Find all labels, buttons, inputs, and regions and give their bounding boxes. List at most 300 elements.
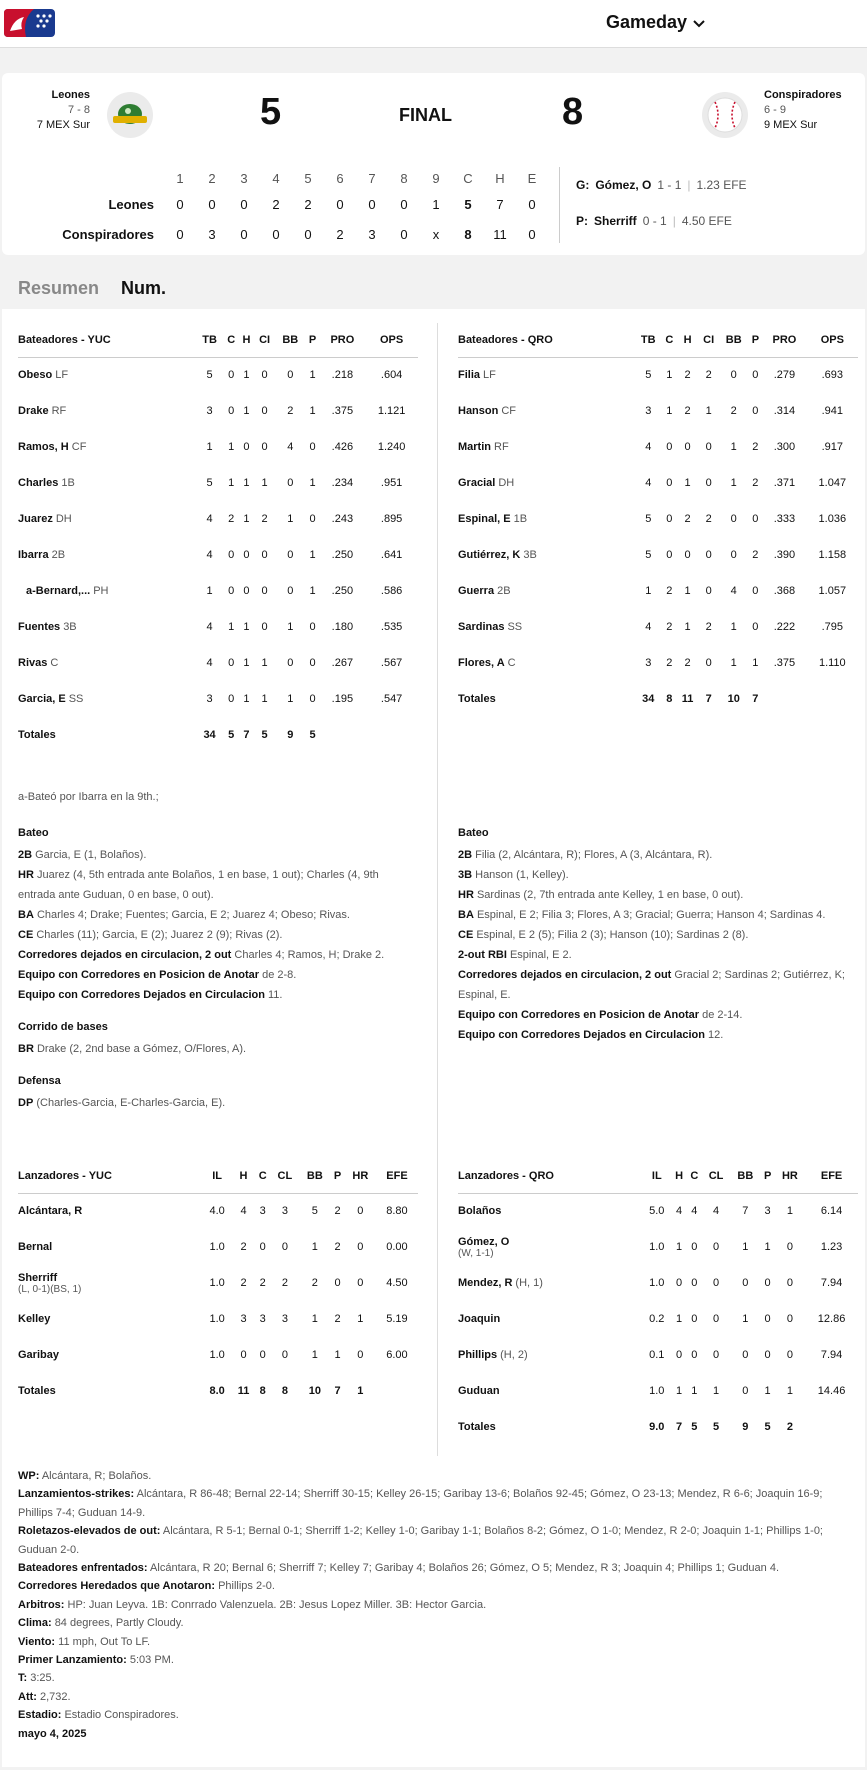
inning-header: 8: [400, 170, 408, 186]
player-position: 1B: [513, 513, 528, 525]
stat-cell: 1: [676, 1313, 683, 1325]
stat-cell: 1: [287, 621, 294, 633]
home-score: 8: [562, 91, 584, 133]
pitcher-note: (H, 2): [500, 1349, 528, 1361]
stat-cell: 4: [645, 441, 652, 453]
stat-cell: 1: [309, 477, 316, 489]
player-row: [18, 1337, 418, 1373]
linescore-team[interactable]: Conspiradores: [62, 226, 154, 242]
batting-qro-panel: [458, 323, 858, 717]
player-row: [458, 357, 858, 393]
stat-cell: 1: [645, 585, 652, 597]
stat-cell: 0: [240, 1349, 247, 1361]
linescore-cell: 2: [304, 196, 312, 212]
player-name[interactable]: Sardinas: [458, 621, 505, 633]
stat-cell: 1: [666, 369, 673, 382]
stat-cell: 4: [676, 1205, 683, 1218]
note-value: Estadio Conspiradores.: [64, 1709, 179, 1722]
player-cell: [458, 537, 635, 573]
note-key: Primer Lanzamiento:: [18, 1654, 127, 1667]
away-team-info[interactable]: [2, 88, 90, 133]
player-row: [458, 1337, 858, 1373]
column-header: TB: [196, 323, 224, 357]
stat-cell: 4: [691, 1205, 698, 1218]
stat-cell: 0: [666, 441, 673, 453]
note-line: [18, 1614, 858, 1632]
note-key: Lanzamientos-strikes:: [18, 1488, 135, 1501]
player-position: LF: [483, 369, 496, 382]
stat-cell: 0.1: [649, 1349, 665, 1361]
column-header: P: [306, 323, 320, 357]
stat-cell: 2: [334, 1313, 341, 1325]
stat-cell: 0: [228, 693, 235, 705]
linescore-errors: 0: [528, 226, 536, 242]
note-key: Corredores dejados en circulacion, 2 out: [458, 969, 672, 981]
mlb-logo-icon[interactable]: [4, 9, 55, 37]
player-position: RF: [494, 441, 509, 453]
note-key: mayo 4, 2025: [18, 1727, 87, 1740]
stat-cell: 6.00: [386, 1349, 408, 1361]
note-key: Equipo con Corredores en Posicion de Anotar: [18, 969, 260, 981]
stat-cell: 0: [243, 585, 250, 597]
stat-cell: 5: [311, 1205, 318, 1218]
note-line: [18, 1559, 858, 1577]
home-team-info[interactable]: [764, 88, 864, 133]
stat-cell: .195: [331, 693, 354, 705]
player-row: [18, 1301, 418, 1337]
stat-cell: 3: [259, 1205, 266, 1218]
tab-summary[interactable]: Resumen: [18, 278, 100, 298]
stat-cell: .641: [380, 549, 403, 561]
stat-cell: 2: [684, 369, 691, 382]
note-key: Corredores Heredados que Anotaron:: [18, 1580, 216, 1593]
player-name[interactable]: Flores, A: [458, 657, 505, 669]
stat-cell: 5.19: [386, 1313, 408, 1325]
stat-cell: 1: [742, 1241, 749, 1253]
stat-cell: 1: [243, 405, 250, 417]
stat-cell: 0: [309, 621, 316, 633]
pitcher-decision-note: (L, 0-1)(BS, 1): [18, 1283, 82, 1295]
stat-cell: 5: [645, 513, 652, 525]
linescore-cell: 0: [400, 196, 408, 212]
hits-header: H: [495, 170, 505, 186]
note-value: Alcántara, R 86-48; Bernal 22-14; Sherriff 30-15; Kelley 26-15; Garibay 13-6; Bolaños 92-45; Gómez, O 23-13; Mendez, R 6-6; Joaquin 16-9; Phillips 7-4; Guduan 14-9.: [18, 1488, 823, 1519]
stat-cell: 0: [705, 477, 712, 489]
player-row: [18, 1193, 418, 1229]
player-position: DH: [498, 477, 515, 489]
stat-cell: 0: [691, 1277, 698, 1289]
player-name[interactable]: Gómez, O: [458, 1235, 510, 1248]
player-name[interactable]: Ramos, H: [18, 441, 69, 453]
column-header: CI: [698, 323, 719, 357]
note-line: [18, 1039, 418, 1059]
player-position: C: [507, 657, 516, 669]
player-position: LF: [55, 369, 69, 382]
linescore-cell: 0: [176, 226, 184, 242]
totals-cell: 9: [742, 1421, 749, 1433]
stat-cell: .917: [821, 441, 844, 453]
away-team-name: Leones: [51, 89, 90, 101]
stat-cell: 6.14: [820, 1205, 843, 1218]
player-row: [18, 573, 418, 609]
player-row: [18, 645, 418, 681]
stat-cell: 1: [730, 477, 737, 489]
totals-cell: 7: [676, 1421, 683, 1433]
player-name[interactable]: Gutiérrez, K: [458, 549, 521, 561]
player-name[interactable]: Sherriff: [18, 1271, 58, 1284]
player-cell: [458, 501, 635, 537]
stat-cell: 0: [261, 585, 268, 597]
home-team-record: 6 - 9: [764, 104, 787, 116]
note-value: Charles 4; Ramos, H; Drake 2.: [234, 949, 385, 961]
player-name[interactable]: Filia: [458, 369, 481, 382]
column-header: PRO: [762, 323, 806, 357]
linescore-divider: [559, 167, 560, 243]
linescore-row-away: [42, 189, 548, 219]
player-cell: [18, 429, 196, 465]
totals-cell: 34: [642, 693, 655, 705]
stat-cell: 5: [206, 369, 213, 382]
table-header-row: [18, 323, 418, 357]
player-name[interactable]: Kelley: [18, 1313, 51, 1325]
player-name[interactable]: Bolaños: [458, 1205, 502, 1218]
player-row: [18, 429, 418, 465]
totals-cell: 5: [691, 1421, 698, 1433]
note-value: (Charles-Garcia, E-Charles-Garcia, E).: [36, 1097, 226, 1109]
decision-name: Gómez, O: [595, 178, 652, 192]
losing-pitcher[interactable]: [576, 203, 747, 239]
stat-cell: 1: [261, 657, 268, 669]
column-header: BB: [730, 1159, 760, 1193]
totals-cell: 5: [309, 729, 316, 741]
stat-cell: 0: [228, 585, 235, 597]
note-key: Corredores dejados en circulacion, 2 out: [18, 949, 232, 961]
player-row: [458, 537, 858, 573]
column-header: PRO: [320, 323, 366, 357]
player-name[interactable]: Espinal, E: [458, 513, 511, 525]
linescore-hits: 11: [493, 226, 507, 242]
note-value: 11 mph, Out To LF.: [58, 1635, 151, 1648]
player-name[interactable]: Juarez: [18, 513, 53, 525]
player-name[interactable]: Martin: [458, 441, 491, 453]
note-value: 2,732.: [40, 1690, 71, 1703]
stat-cell: 1.23: [820, 1241, 843, 1253]
stat-cell: 5: [645, 369, 652, 382]
player-name[interactable]: Garcia, E: [18, 693, 66, 705]
player-position: CF: [501, 405, 517, 417]
column-header: OPS: [807, 323, 858, 357]
totals-cell: 8: [259, 1385, 266, 1397]
note-line: [18, 1651, 858, 1669]
stat-cell: 4: [206, 513, 213, 525]
player-name[interactable]: Mendez, R: [458, 1277, 513, 1289]
stat-cell: 1: [206, 441, 213, 453]
linescore-header: [42, 167, 548, 189]
column-header: BB: [299, 1159, 330, 1193]
stat-cell: 1.158: [818, 549, 847, 561]
stat-cell: .267: [331, 657, 354, 669]
player-position: 1B: [61, 477, 75, 489]
stat-cell: 2: [752, 441, 759, 453]
player-name[interactable]: Charles: [18, 477, 59, 489]
note-value: Garcia, E (1, Bolaños).: [35, 849, 147, 861]
note-value: Alcántara, R; Bolaños.: [41, 1470, 152, 1482]
stat-cell: 1: [311, 1349, 318, 1361]
totals-cell: 5: [764, 1421, 771, 1433]
note-key: Arbitros:: [18, 1598, 65, 1611]
column-header: C: [224, 323, 239, 357]
stat-cell: 1: [309, 369, 316, 382]
pitcher-note: (H, 1): [515, 1277, 543, 1289]
stat-cell: 4: [712, 1205, 720, 1218]
player-position: CF: [71, 441, 87, 453]
decision-label: G:: [576, 178, 590, 192]
stat-cell: 1: [311, 1313, 318, 1325]
empty-cell: [376, 1373, 418, 1409]
batting-notes-list: [458, 845, 858, 1045]
player-name[interactable]: Drake: [18, 405, 49, 417]
player-name[interactable]: Obeso: [18, 369, 53, 382]
stat-cell: 1.0: [209, 1277, 225, 1289]
totals-row: [18, 1373, 418, 1409]
totals-row: [458, 681, 858, 717]
player-name[interactable]: Fuentes: [18, 621, 61, 633]
column-header: TB: [635, 323, 662, 357]
stat-cell: 0: [666, 549, 673, 561]
stat-cell: 1.121: [377, 405, 406, 417]
stat-cell: 0: [742, 1277, 749, 1289]
stat-cell: 1.0: [649, 1241, 665, 1253]
player-cell: [458, 1337, 642, 1373]
decision-record: 1 - 1: [657, 178, 682, 192]
stat-cell: 1: [730, 657, 737, 669]
stat-cell: .567: [380, 657, 403, 669]
column-header: H: [677, 323, 699, 357]
stat-cell: 1: [742, 1313, 749, 1325]
player-row: [458, 1229, 858, 1265]
stat-cell: 1.0: [209, 1313, 225, 1325]
stat-cell: .547: [380, 693, 403, 705]
stat-cell: .426: [331, 441, 354, 453]
stat-cell: 1: [676, 1241, 683, 1253]
player-cell: [458, 393, 635, 429]
batting-table-qro: [458, 323, 858, 717]
view-tabs: [18, 278, 166, 299]
column-header: BB: [719, 323, 749, 357]
column-header: P: [749, 323, 763, 357]
leones-logo-icon[interactable]: [107, 92, 153, 138]
player-cell: [458, 465, 635, 501]
player-name[interactable]: Guerra: [458, 585, 495, 597]
stat-cell: 3: [240, 1313, 247, 1325]
stat-cell: 1: [730, 621, 737, 633]
inning-header: 6: [336, 170, 344, 186]
column-header: IL: [642, 1159, 671, 1193]
player-row: [458, 645, 858, 681]
pitching-qro-panel: [458, 1159, 858, 1445]
column-header: HR: [775, 1159, 805, 1193]
column-header: H: [239, 323, 254, 357]
stat-cell: 0: [730, 513, 737, 525]
stat-cell: 1: [764, 1241, 771, 1253]
stat-cell: 1: [334, 1349, 341, 1361]
stat-cell: 5: [645, 549, 652, 561]
player-position: 3B: [63, 621, 77, 633]
player-name[interactable]: a-Bernard,...: [26, 585, 91, 597]
player-cell: [18, 393, 196, 429]
totals-cell: 5: [712, 1421, 720, 1433]
stat-cell: 3: [206, 693, 213, 705]
player-cell: [458, 573, 635, 609]
player-name[interactable]: Alcántara, R: [18, 1205, 83, 1218]
stat-cell: 0: [752, 513, 759, 525]
stat-cell: 1: [228, 477, 235, 489]
baseball-logo-icon[interactable]: [702, 92, 748, 138]
decision-name: Sherriff: [594, 214, 637, 228]
player-cell: [18, 465, 196, 501]
player-name[interactable]: Gracial: [458, 477, 496, 489]
column-header: EFE: [376, 1159, 418, 1193]
linescore-runs: 5: [464, 196, 472, 212]
linescore-cell: x: [432, 226, 440, 242]
inning-header: 5: [304, 170, 312, 186]
linescore-errors: 0: [528, 196, 536, 212]
stat-cell: 0.00: [386, 1241, 408, 1253]
stat-cell: 1: [705, 405, 712, 417]
linescore-cell: 0: [240, 226, 248, 242]
stat-cell: .371: [773, 477, 796, 489]
stat-cell: 0: [228, 405, 235, 417]
stat-cell: 4: [206, 549, 213, 561]
batting-notes-title: Bateo: [458, 827, 489, 839]
stat-cell: 1: [228, 621, 235, 633]
player-name[interactable]: Guduan: [458, 1385, 500, 1397]
stat-cell: 0: [786, 1277, 793, 1289]
stat-cell: 0: [287, 585, 294, 597]
note-line: [458, 1025, 858, 1045]
stat-cell: 4.50: [386, 1277, 408, 1289]
player-row: [18, 393, 418, 429]
stat-cell: 8.80: [386, 1205, 408, 1218]
gameday-label: Gameday: [606, 12, 688, 32]
stat-cell: .250: [331, 585, 354, 597]
linescore-team[interactable]: Leones: [108, 196, 154, 212]
player-row: [458, 501, 858, 537]
stat-cell: 0: [334, 1277, 341, 1289]
player-name[interactable]: Ibarra: [18, 549, 49, 561]
player-name[interactable]: Phillips: [458, 1349, 498, 1361]
note-key: BA: [18, 909, 34, 921]
note-line: [18, 965, 418, 985]
totals-cell: 8: [666, 693, 673, 705]
stat-cell: 1: [752, 657, 759, 669]
note-line: [18, 1467, 858, 1485]
player-name[interactable]: Joaquin: [458, 1313, 501, 1325]
note-line: [18, 1093, 418, 1113]
column-header: C: [662, 323, 677, 357]
player-name[interactable]: Bernal: [18, 1241, 53, 1253]
totals-cell: 2: [786, 1421, 793, 1433]
stat-cell: 0: [243, 549, 250, 561]
player-row: [458, 1373, 858, 1409]
stat-cell: .218: [331, 369, 354, 382]
stat-cell: 2: [311, 1277, 318, 1289]
away-score: 5: [260, 91, 282, 133]
player-name[interactable]: Hanson: [458, 405, 499, 417]
stat-cell: 1: [243, 693, 250, 705]
stat-cell: 1: [684, 621, 691, 633]
player-cell: [18, 1337, 202, 1373]
column-divider: [437, 323, 438, 1456]
note-value: 12.: [708, 1029, 724, 1041]
table-title: Bateadores - QRO: [458, 323, 635, 357]
decision-separator: |: [687, 178, 691, 192]
totals-cell: 9: [287, 729, 294, 741]
gameday-menu[interactable]: [606, 12, 705, 33]
player-row: [18, 1265, 418, 1301]
winning-pitcher[interactable]: [576, 167, 747, 203]
note-value: Phillips 2-0.: [218, 1580, 275, 1593]
note-line: [458, 905, 858, 925]
note-line: [458, 865, 858, 885]
note-line: [18, 1669, 858, 1687]
player-row: [458, 393, 858, 429]
player-row: [458, 1265, 858, 1301]
stat-cell: 0: [691, 1349, 698, 1361]
note-value: Juarez (4, 5th entrada ante Bolaños, 1 en base, 1 out); Charles (4, 9th entrada ante Guduan, 0 en base, 0 out).: [18, 869, 379, 901]
decision-record: 0 - 1: [642, 214, 667, 228]
player-position: PH: [93, 585, 109, 597]
stat-cell: 1.0: [649, 1277, 665, 1289]
linescore-cell: 0: [400, 226, 408, 242]
stat-cell: 0: [357, 1205, 364, 1218]
linescore-cell: 2: [272, 196, 280, 212]
stat-cell: 2: [259, 1277, 266, 1289]
stat-cell: 0: [691, 1241, 698, 1253]
player-name[interactable]: Rivas: [18, 657, 48, 669]
player-row: [18, 609, 418, 645]
stat-cell: 0: [752, 369, 759, 382]
player-cell: [458, 645, 635, 681]
tab-box-score[interactable]: Num.: [121, 278, 167, 298]
note-key: BR: [18, 1043, 34, 1055]
stat-cell: 0: [287, 657, 294, 669]
totals-cell: 1: [357, 1385, 364, 1397]
stat-cell: 0: [287, 549, 294, 561]
stat-cell: 0: [666, 513, 673, 525]
player-cell: [458, 1229, 642, 1265]
stat-cell: 1: [309, 549, 316, 561]
stat-cell: 2: [261, 513, 268, 525]
totals-cell: 7: [334, 1385, 341, 1397]
totals-row: [18, 717, 418, 753]
note-value: Hanson (1, Kelley).: [475, 869, 569, 881]
note-line: [18, 1725, 858, 1743]
player-name[interactable]: Garibay: [18, 1349, 59, 1361]
stat-cell: 3: [281, 1313, 288, 1325]
stat-cell: .941: [821, 405, 844, 417]
stat-cell: 0: [712, 1277, 720, 1289]
stat-cell: 1.110: [818, 657, 846, 669]
player-row: [18, 501, 418, 537]
player-cell: [18, 1193, 202, 1229]
stat-cell: 2: [334, 1241, 341, 1253]
stat-cell: 3: [764, 1205, 771, 1218]
stat-cell: 0: [228, 549, 235, 561]
stat-cell: 0: [786, 1241, 793, 1253]
stat-cell: 0: [676, 1349, 683, 1361]
stat-cell: 2: [240, 1277, 247, 1289]
